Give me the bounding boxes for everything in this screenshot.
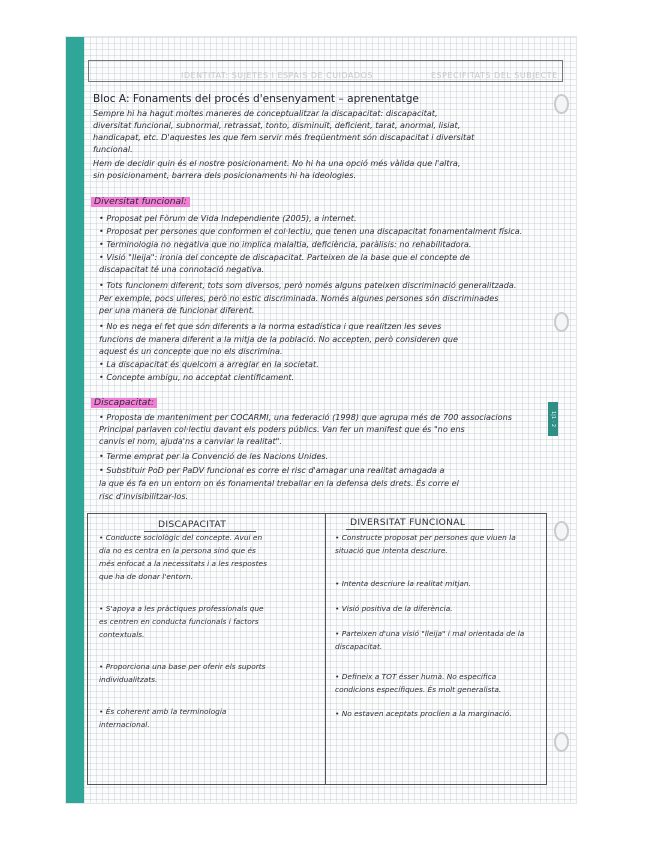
header-underline bbox=[346, 529, 494, 530]
discapacitat-line: • Terme emprat per la Convenció de les Nacions Unides. bbox=[99, 451, 329, 461]
header-faint-right: ESPECIFITATS DEL SUBJECTE bbox=[431, 71, 558, 80]
table-header-left: DISCAPACITAT bbox=[158, 519, 227, 530]
binder-hole bbox=[554, 732, 569, 752]
table-cell-left: • Proporciona una base per oferir els suports individualitzats. bbox=[99, 662, 266, 684]
table-divider bbox=[325, 514, 326, 784]
table-header-right: DIVERSITAT FUNCIONAL bbox=[350, 517, 466, 528]
intro-line: Hem de decidir quin és el nostre posicionament. No hi ha una opció més vàlida que l'altra, bbox=[93, 158, 461, 168]
binder-hole bbox=[554, 312, 569, 332]
section-label-diversitat: Diversitat funcional: bbox=[91, 196, 190, 208]
table-cell-right: • Visió positiva de la diferència. bbox=[335, 604, 453, 613]
binder-hole bbox=[554, 521, 569, 541]
binder-hole bbox=[554, 94, 569, 114]
diversitat-line: • Proposat pel Fòrum de Vida Independiente (2005), a internet. bbox=[99, 213, 357, 223]
diversitat-line: Per exemple, pocs ulleres, però no estic discriminada. Només algunes persones són discriminades bbox=[99, 293, 499, 303]
discapacitat-line: • Proposta de manteniment per COCARMI, una federació (1998) que agrupa més de 700 associacions bbox=[99, 412, 512, 422]
diversitat-line: • Tots funcionem diferent, tots som diversos, però només alguns pateixen discriminació generalitzada. bbox=[99, 280, 517, 290]
page-title: Bloc A: Fonaments del procés d'ensenyament – aprenentatge bbox=[93, 93, 419, 105]
discapacitat-line: la que és fa en un entorn on és fonamental treballar en la defensa dels drets. És corre el bbox=[99, 478, 459, 488]
diversitat-line: • La discapacitat és quelcom a arreglar en la societat. bbox=[99, 359, 319, 369]
notebook-page bbox=[66, 37, 576, 803]
discapacitat-line: Principal parlaven col·lectiu davant els poders públics. Van fer un manifest que és "no ens bbox=[99, 424, 465, 434]
intro-line: funcional. bbox=[93, 144, 133, 154]
diversitat-line: • Terminologia no negativa que no implica malaltia, deficiència, paràlisis: no rehabilitadora. bbox=[99, 239, 472, 249]
diversitat-line: • Concepte ambigu, no acceptat científicament. bbox=[99, 372, 295, 382]
table-cell-left: • S'apoya a les pràctiques professionals que es centren en conducta funcionals i factors contextuals. bbox=[99, 604, 264, 639]
diversitat-line: • No es nega el fet que són diferents a la norma estadística i que realitzen les seves bbox=[99, 321, 442, 331]
discapacitat-line: • Substituir PoD per PaDV funcional es corre el risc d'amagar una realitat amagada a bbox=[99, 465, 445, 475]
diversitat-line: aquest és un concepte que no els discrimina. bbox=[99, 346, 283, 356]
side-tab-label: 1|1 · 2 bbox=[548, 402, 558, 436]
table-cell-right: • Intenta descriure la realitat mitjan. bbox=[335, 579, 471, 588]
discapacitat-line: risc d'invisibilitzar-los. bbox=[99, 491, 189, 501]
table-cell-left: • És coherent amb la terminologia internacional. bbox=[99, 707, 227, 729]
intro-line: Sempre hi ha hagut moltes maneres de conceptualitzar la discapacitat: discapacitat, bbox=[93, 108, 438, 118]
diversitat-line: per una manera de funcionar diferent. bbox=[99, 305, 255, 315]
discapacitat-line: canvis el nom, ajuda'ns a canviar la realitat". bbox=[99, 436, 282, 446]
diversitat-line: discapacitat té una connotació negativa. bbox=[99, 264, 265, 274]
table-cell-right: • Constructe proposat per persones que viuen la situació que intenta descriure. bbox=[335, 533, 516, 555]
intro-line: handicapat, etc. D'aquestes les que fem servir més freqüentment són discapacitat i diversitat bbox=[93, 132, 475, 142]
intro-line: sin posicionament, barrera dels posicionaments hi ha ideologies. bbox=[93, 170, 357, 180]
table-cell-left: • Conducte sociològic del concepte. Avui en dia no es centra en la persona sinó que és més enfocat a la necessitats i a les respostes que ha de donar l'entorn. bbox=[99, 533, 267, 581]
diversitat-line: • Proposat per persones que conformen el col·lectiu, que tenen una discapacitat fonamentalment física. bbox=[99, 226, 523, 236]
diversitat-line: • Visió "lleija": ironia del concepte de discapacitat. Parteixen de la base que el concepte de bbox=[99, 252, 470, 262]
comparison-table bbox=[87, 513, 547, 785]
section-label-discapacitat: Discapacitat: bbox=[91, 397, 157, 409]
table-cell-right: • No estaven aceptats proclien a la marginació. bbox=[335, 709, 512, 718]
intro-line: diversitat funcional, subnormal, retrassat, tonto, disminuït, deficient, tarat, anormal, lisiat, bbox=[93, 120, 461, 130]
table-cell-right: • Parteixen d'una visió "lleija" i mal orientada de la discapacitat. bbox=[335, 629, 525, 651]
margin-strip bbox=[66, 37, 84, 803]
header-faint-left: IDENTITAT: SUJETES I ESPAIS DE CUIDADOS bbox=[181, 71, 373, 80]
diversitat-line: funcions de manera diferent a la mitja de la població. No accepten, però consideren que bbox=[99, 334, 459, 344]
table-cell-right: • Defineix a TOT ésser humà. No especifica condicions específiques. És molt generalista. bbox=[335, 672, 502, 694]
